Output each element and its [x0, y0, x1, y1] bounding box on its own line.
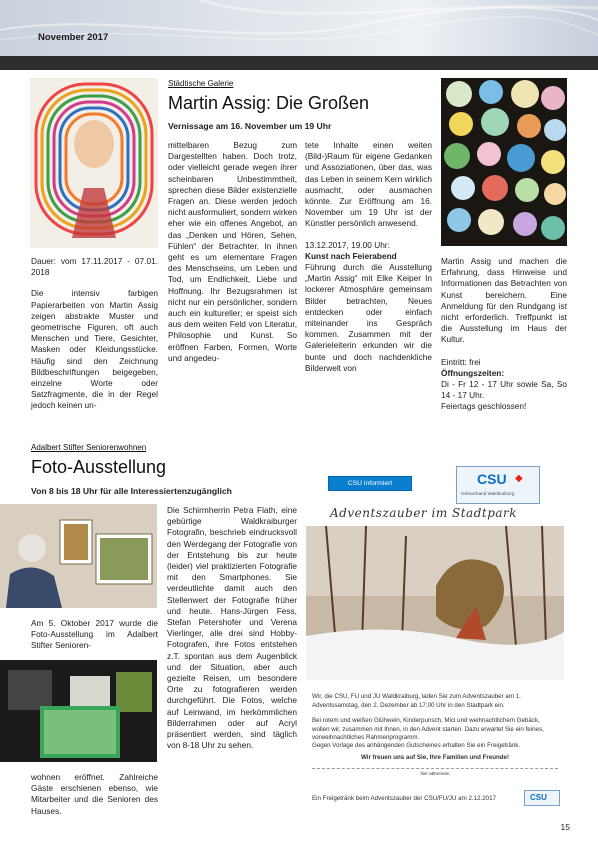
- galerie-event-date: 13.12.2017, 19.00 Uhr:: [305, 239, 390, 250]
- lion-icon: ◆: [515, 473, 523, 484]
- foto-col1-top: Am 5. Oktober 2017 wurde die Foto-Ausstellung im Adalbert Stifter Senioren-: [31, 618, 158, 651]
- header-wave-graphic: [0, 0, 598, 56]
- csu-small-logo-text: CSU: [530, 793, 547, 802]
- galerie-col3-text: tete Inhalte einen weiten (Bild-)Raum für eigene Gedanken und Assoziationen, über das, was das Leben in seinem Kern wirklich ausmacht, oder ausmachen könnte. Zur Eröffnung am 16. November um 19 Uhr ist der Künstler persönlich anwesend.: [305, 140, 432, 229]
- exhibition-photo-2: [0, 660, 157, 762]
- exhibition-photo-1: [0, 504, 157, 608]
- dots-artwork-image: [441, 78, 567, 246]
- admission-text: Eintritt: frei: [441, 356, 481, 367]
- csu-small-logo: [524, 790, 560, 806]
- issue-month: November 2017: [38, 32, 109, 43]
- artwork-image: [30, 78, 158, 248]
- holiday-note: Feiertags geschlossen!: [441, 401, 527, 412]
- advert-invitation: Wir, die CSU, FU und JU Waldkraiburg, laden Sie zum Adventszauber am 1. Adventssamstag, den 2. Dezember ab 17:00 Uhr in den Stadtpark ein.: [312, 693, 521, 709]
- csu-logo: [456, 466, 540, 504]
- galerie-col4: [441, 256, 567, 413]
- csu-logo-text: CSU: [477, 471, 507, 487]
- foto-col1-bottom: wohnen eröffnet. Zahlreiche Gäste erschienen ebenso, wie Mitarbeiter und die Senioren des Hauses.: [31, 772, 158, 816]
- galerie-event-name: Kunst nach Feierabend: [305, 250, 397, 261]
- galerie-kicker: Städtische Galerie: [168, 79, 234, 88]
- advert-voucher-note: Gegen Vorlage des anhängenden Gutscheines erhalten Sie ein Freigetränk.: [312, 742, 521, 749]
- galerie-intro: Die intensiv farbigen Papierarbeiten von Martin Assig zeigen abstrakte Muster und geometrische Figuren, oft auch Menschen und Tiere, Gesichter, Masken oder Kleidungsstücke. Häufig sind den Zeichnung Bildbeschriftungen beigegeben, einzelne Worte oder Satzfragmente, die in der Regel jedoch keinen un-: [31, 288, 158, 411]
- opening-hours-label: Öffnungszeiten:: [441, 367, 505, 378]
- winter-park-photo: [306, 526, 564, 680]
- page-number: 15: [560, 822, 570, 832]
- opening-hours: Di - Fr 12 - 17 Uhr sowie Sa, So 14 - 17 Uhr.: [441, 379, 567, 401]
- galerie-col1: [31, 256, 158, 412]
- csu-logo-sub: Ortsverband Waldkraiburg: [461, 491, 515, 496]
- voucher-text: Ein Freigetränk beim Adventszauber der CSU/FU/JU am 2.12.2017: [312, 795, 496, 802]
- galerie-col4-text: Martin Assig und machen die Erfahrung, dass Hinweise und Informationen das Betrachten von Kunst bereichern. Eine Anmeldung für den Rundgang ist nicht erforderlich. Treffpunkt ist die Ausstellung im Haus der Kultur.: [441, 256, 567, 345]
- advert-title: Adventszauber im Stadtpark: [330, 506, 518, 520]
- advert-program: Bei rotem und weißen Glühwein, Kinderpunsch, Mici und weihnachtlichem Gebäck, wollen wir, zusammen mit Ihnen, in den Advent starten. Dazu erwartet Sie ein feines, vorweihnachtliches Rahmenprogramm.: [312, 717, 544, 741]
- header-banner: [0, 0, 598, 56]
- advert-closing: Wir freuen uns auf Sie, Ihre Familien und Freunde!: [360, 754, 510, 761]
- galerie-subtitle: Vernissage am 16. November um 19 Uhr: [168, 121, 332, 131]
- foto-kicker: Adalbert Stifter Seniorenwohnen: [31, 443, 147, 452]
- foto-subtitle: Von 8 bis 18 Uhr für alle Interessiertenzugänglich: [31, 486, 232, 496]
- galerie-title: Martin Assig: Die Großen: [168, 93, 370, 113]
- foto-title: Foto-Ausstellung: [31, 457, 167, 477]
- galerie-col2: mittelbaren Bezug zum Dargestellten haben. Doch trotz, oder vielleicht gerade wegen ihrer scheinbaren Unbestimmtheit, sprechen diese Bilder existenzielle Fragen an. Diese werden jedoch nicht ausformuliert, sondern wirken eher wie ein offenes Angebot, an das „Denken und Hören, Sehen, Fühlen“ der Betrachter. In ihnen geht es um elementare Fragen des Menschseins, um Leben und Tod, um Endlichkeit, Liebe und Hoffnung. Ihr Bezugsrahmen ist nicht nur ein persönlicher, sondern auch ein kultureller; er speist sich aus dem weiten Feld von Literatur, Philosophie und Kunst. So eröffnen Farben, Formen, Worte und angedeu-: [168, 140, 297, 363]
- header-bar: [0, 56, 598, 70]
- galerie-dates: Dauer: vom 17.11.2017 - 07.01. 2018: [31, 256, 158, 278]
- cut-line: hier abtrennen: [312, 768, 558, 779]
- csu-info-badge: CSU informiert: [328, 476, 412, 491]
- galerie-event-text: Führung durch die Ausstellung „Martin Assig“ mit Elke Keiper In lockerer Atmosphäre gemeinsam Bilder betrachten, Neues entdecken oder einfach miteinander ins Gespräch kommen. Zusammen mit der Galerieleiterin erkunden wir die bunte und doch nachdenkliche Bilderwelt von: [305, 262, 432, 373]
- foto-col2: Die Schirmherrin Petra Flath, eine gebürtige Waldkraiburger Fotografin, beschrieb eindrucksvoll den Werdegang der Fotografie von der Entstehung bis zur heute (leider) viel praktizierten Fotografie mit den Smartphones. Sie verdeutlichte damit auch den Stellenwert der Fotografie früher und heute. Hans-Jürgen Fess, Stefan Petershofer und Verena Vierlinger, alle drei sind Hobby-Fotografen, ihre Fotos entstehen z.T. spontan aus dem Augenblick und der Situation, aber auch gezielte Reisen, um besondere Orte zu fotografieren werden durchgeführt. Die Fotos, welche auf Leinwand, im herkömmlichen Bilderrahmen oder auf Acryl präsentiert werden, sind täglich von 8-18 Uhr zu sehen.: [167, 505, 297, 751]
- galerie-col3: [305, 140, 432, 374]
